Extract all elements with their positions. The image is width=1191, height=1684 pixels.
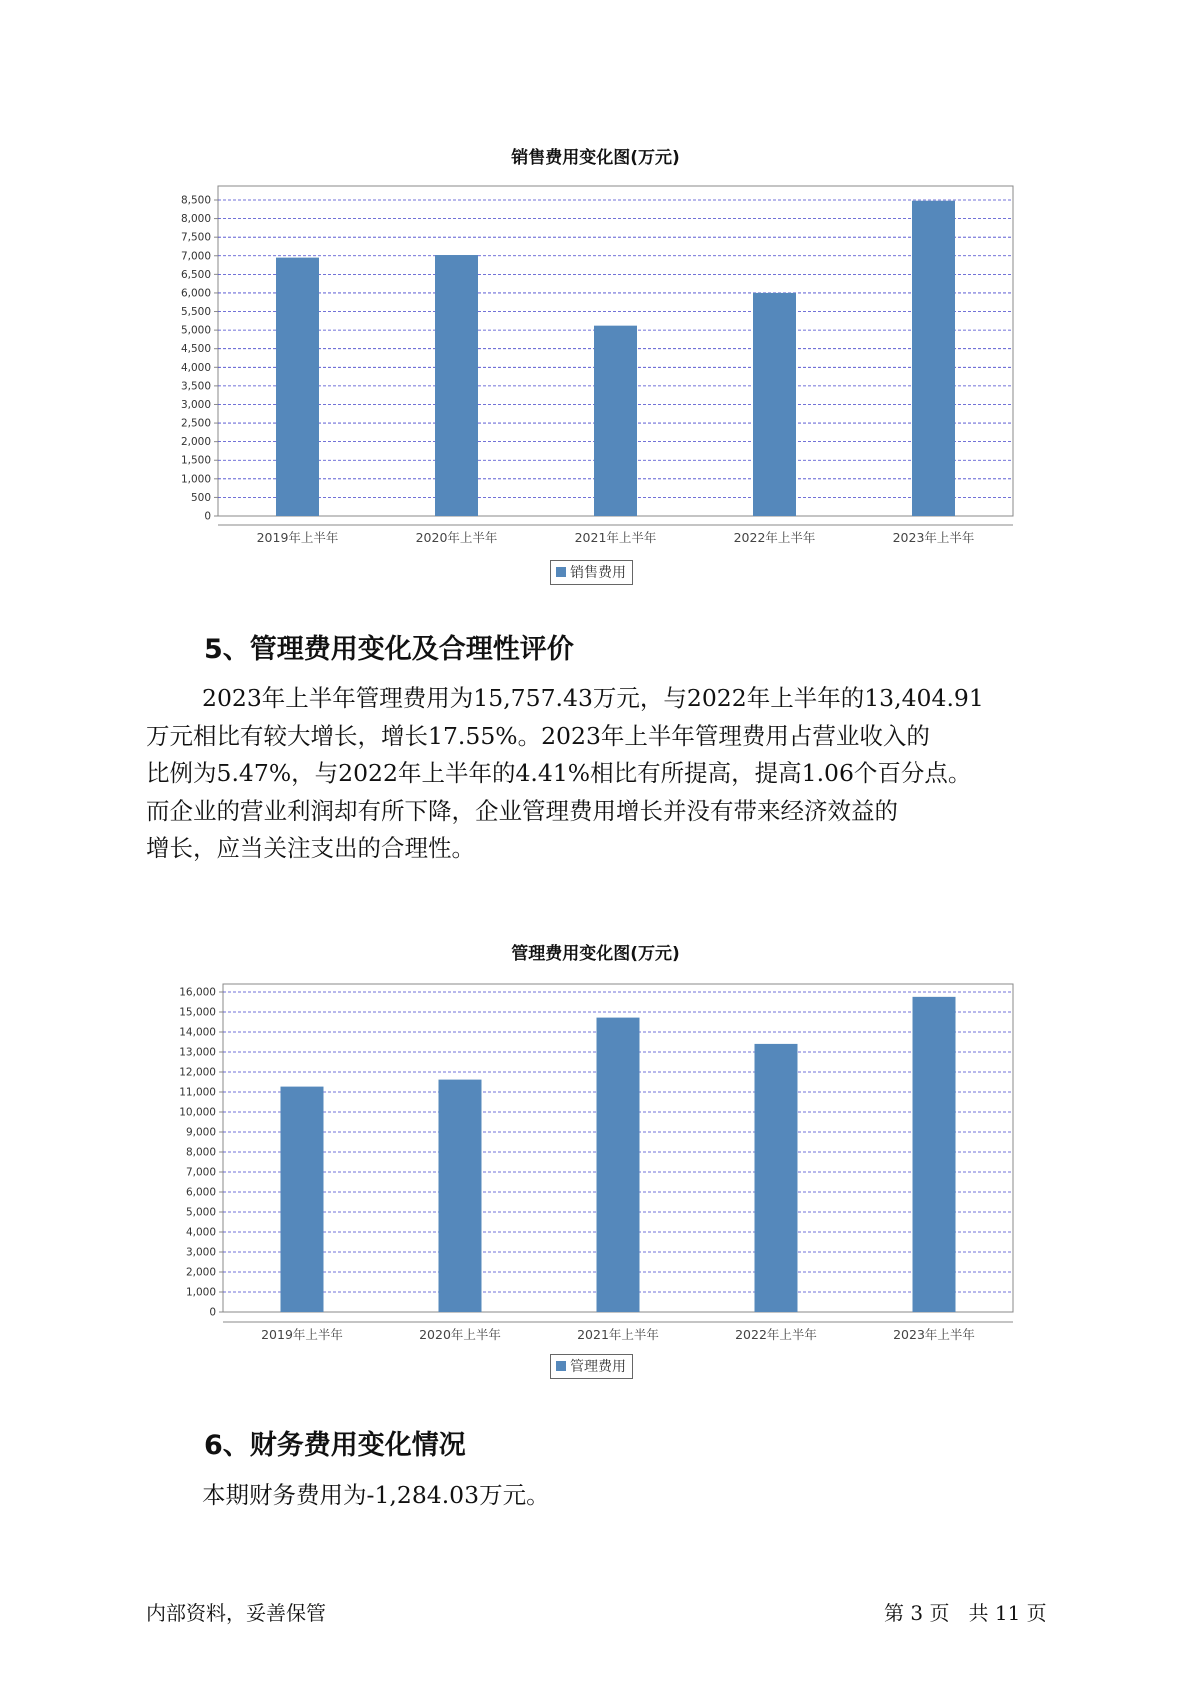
section6-heading: 6、财务费用变化情况 <box>204 1430 466 1461</box>
y-tick-label: 12,000 <box>179 1066 216 1079</box>
y-tick-label: 6,000 <box>185 1186 216 1199</box>
section5-heading: 5、管理费用变化及合理性评价 <box>204 634 574 665</box>
y-tick-label: 4,000 <box>185 1226 216 1239</box>
admin-expense-chart <box>0 966 1191 1346</box>
bar <box>276 258 319 516</box>
bar <box>753 293 796 516</box>
legend-swatch <box>556 567 566 577</box>
y-tick-label: 10,000 <box>179 1106 216 1119</box>
x-tick-label: 2019年上半年 <box>256 530 339 545</box>
x-tick-label: 2023年上半年 <box>892 530 975 545</box>
y-tick-label: 5,000 <box>185 1206 216 1219</box>
footer-confidential: 内部资料，妥善保管 <box>146 1601 326 1625</box>
y-tick-label: 7,500 <box>180 231 211 244</box>
y-tick-label: 8,500 <box>180 194 211 207</box>
paragraph-line: 2023年上半年管理费用为15,757.43万元，与2022年上半年的13,404.91 <box>202 684 984 712</box>
x-tick-label: 2020年上半年 <box>419 1327 501 1342</box>
y-tick-label: 1,500 <box>180 454 211 467</box>
bar <box>755 1044 798 1312</box>
y-tick-label: 1,000 <box>180 473 211 486</box>
bar <box>281 1087 324 1312</box>
y-tick-label: 2,000 <box>180 436 211 449</box>
legend-swatch <box>556 1361 566 1371</box>
y-tick-label: 7,000 <box>180 250 211 263</box>
section5-paragraph <box>146 680 1066 868</box>
y-tick-label: 3,500 <box>180 380 211 393</box>
y-tick-label: 0 <box>209 1306 216 1319</box>
x-tick-label: 2023年上半年 <box>893 1327 975 1342</box>
paragraph-line: 而企业的营业利润却有所下降，企业管理费用增长并没有带来经济效益的 <box>146 796 898 825</box>
chart2-legend <box>550 1354 633 1379</box>
y-tick-label: 2,000 <box>185 1266 216 1279</box>
bar <box>913 997 956 1312</box>
chart1-legend-label: 销售费用 <box>570 565 626 581</box>
bar <box>439 1080 482 1312</box>
y-tick-label: 8,000 <box>185 1146 216 1159</box>
y-tick-label: 8,000 <box>180 213 211 226</box>
chart2-title: 管理费用变化图(万元) <box>511 944 680 964</box>
y-tick-label: 5,500 <box>180 306 211 319</box>
y-tick-label: 5,000 <box>180 324 211 337</box>
y-tick-label: 11,000 <box>179 1086 216 1099</box>
y-tick-label: 14,000 <box>179 1026 216 1039</box>
y-tick-label: 6,000 <box>180 287 211 300</box>
x-tick-label: 2021年上半年 <box>574 530 657 545</box>
paragraph-line: 增长，应当关注支出的合理性。 <box>146 834 475 862</box>
bar <box>594 326 637 516</box>
chart1-legend <box>550 560 633 585</box>
footer-page-number: 第 3 页 共 11 页 <box>884 1601 1047 1625</box>
bar <box>597 1018 640 1312</box>
y-tick-label: 500 <box>190 491 211 504</box>
x-tick-label: 2022年上半年 <box>733 530 816 545</box>
bar <box>912 201 955 516</box>
bar <box>435 255 478 516</box>
x-tick-label: 2022年上半年 <box>735 1327 817 1342</box>
y-tick-label: 3,000 <box>180 398 211 411</box>
y-tick-label: 15,000 <box>179 1006 216 1019</box>
chart1-title: 销售费用变化图(万元) <box>511 148 680 168</box>
y-tick-label: 7,000 <box>185 1166 216 1179</box>
x-tick-label: 2021年上半年 <box>577 1327 659 1342</box>
y-tick-label: 4,500 <box>180 343 211 356</box>
sales-expense-chart <box>0 170 1191 550</box>
x-tick-label: 2019年上半年 <box>261 1327 343 1342</box>
y-tick-label: 6,500 <box>180 268 211 281</box>
y-tick-label: 0 <box>204 510 211 523</box>
y-tick-label: 4,000 <box>180 361 211 374</box>
y-tick-label: 13,000 <box>179 1046 216 1059</box>
y-tick-label: 9,000 <box>185 1126 216 1139</box>
paragraph-line: 本期财务费用为-1,284.03万元。 <box>202 1481 550 1509</box>
y-tick-label: 3,000 <box>185 1246 216 1259</box>
paragraph-line: 万元相比有较大增长，增长17.55%。2023年上半年管理费用占营业收入的 <box>146 721 930 750</box>
y-tick-label: 16,000 <box>179 986 216 999</box>
y-tick-label: 2,500 <box>180 417 211 430</box>
x-tick-label: 2020年上半年 <box>415 530 498 545</box>
y-tick-label: 1,000 <box>185 1286 216 1299</box>
section6-paragraph <box>146 1477 1066 1515</box>
chart2-legend-label: 管理费用 <box>570 1359 626 1375</box>
paragraph-line: 比例为5.47%，与2022年上半年的4.41%相比有所提高，提高1.06个百分点。 <box>146 759 972 787</box>
